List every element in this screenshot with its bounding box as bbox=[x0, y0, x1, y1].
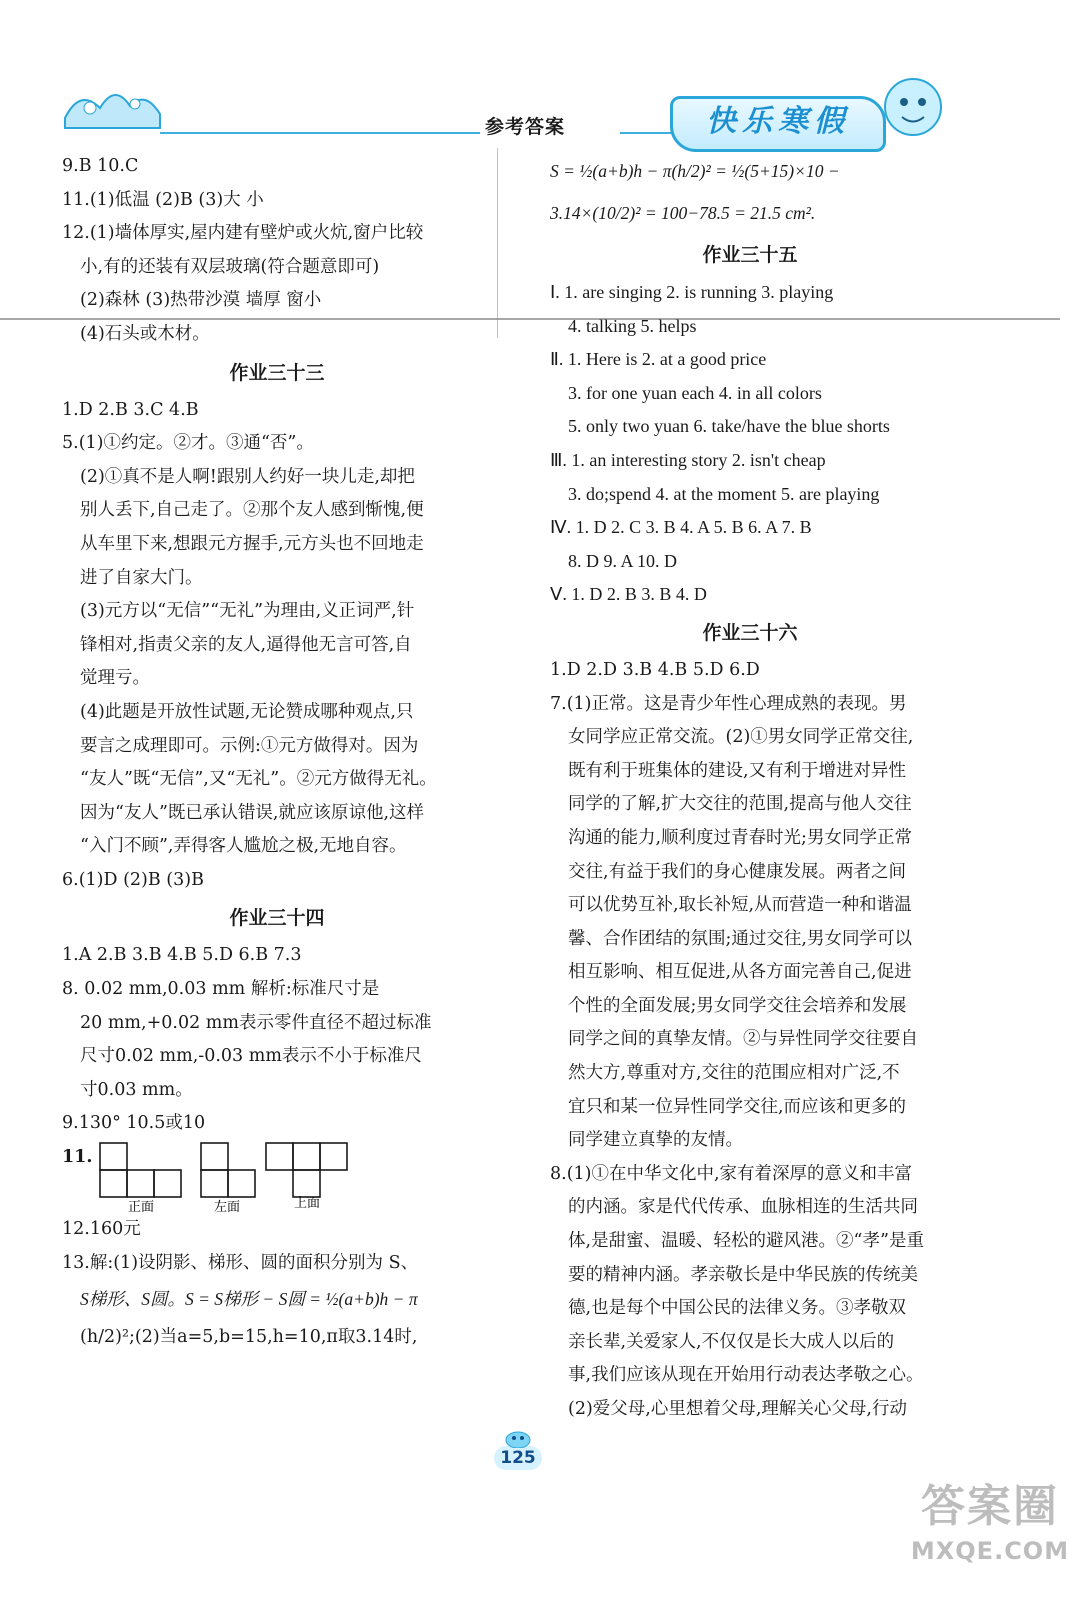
answer-line: 5. only two yuan 6. take/have the blue shorts bbox=[568, 416, 890, 437]
answer-line: 馨、合作团结的氛围;通过交往,男女同学可以 bbox=[568, 928, 912, 949]
section-heading-36: 作业三十六 bbox=[702, 621, 798, 644]
answer-line: Ⅳ. 1. D 2. C 3. B 4. A 5. B 6. A 7. B bbox=[550, 517, 812, 538]
top-view-shape bbox=[266, 1143, 347, 1197]
answer-line: 尺寸0.02 mm,-0.03 mm表示不小于标准尺 bbox=[80, 1046, 422, 1067]
answer-line: 1.D 2.D 3.B 4.B 5.D 6.D bbox=[550, 659, 760, 680]
top-view-label: 上面 bbox=[294, 1196, 321, 1212]
answer-line: 11.(1)低温 (2)B (3)大 小 bbox=[62, 189, 264, 210]
mascot-icon bbox=[878, 72, 948, 142]
three-views-figure bbox=[62, 1141, 492, 1213]
answer-line: 相互影响、相互促进,从各方面完善自己,促进 bbox=[568, 962, 912, 983]
answer-line: 宜只和某一位异性同学交往,而应该和更多的 bbox=[568, 1096, 907, 1117]
answer-line: 可以优势互补,取长补短,从而营造一种和谐温 bbox=[568, 895, 912, 916]
answer-line: 6.(1)D (2)B (3)B bbox=[62, 869, 204, 890]
answer-line: 因为“友人”既已承认错误,就应该原谅他,这样 bbox=[80, 802, 425, 823]
penguin-icon bbox=[504, 1428, 532, 1448]
front-view-shape bbox=[100, 1143, 181, 1197]
answer-line: “入门不顾”,弄得客人尴尬之极,无地自容。 bbox=[80, 836, 407, 857]
answer-line: 锋相对,指责父亲的友人,逼得他无言可答,自 bbox=[80, 634, 412, 655]
answer-line: 3. do;spend 4. at the moment 5. are playing bbox=[568, 483, 880, 504]
left-column bbox=[62, 150, 492, 1356]
answer-line: 交往,有益于我们的身心健康发展。两者之间 bbox=[568, 861, 907, 882]
answer-line: 女同学应正常交流。(2)①男女同学正常交往, bbox=[568, 727, 914, 748]
answer-line: 同学之间的真挚友情。②与异性同学交往要自 bbox=[568, 1029, 918, 1050]
answer-line: Ⅴ. 1. D 2. B 3. B 4. D bbox=[550, 584, 707, 605]
answer-line: (h/2)²;(2)当a=5,b=15,h=10,π取3.14时, bbox=[80, 1327, 418, 1348]
answer-line: (3)元方以“无信”“无礼”为理由,义正词严,针 bbox=[80, 601, 415, 622]
answer-line: 3. for one yuan each 4. in all colors bbox=[568, 382, 822, 403]
brand-banner bbox=[670, 96, 886, 152]
answer-line: 4. talking 5. helps bbox=[568, 315, 697, 336]
answer-line: (2)森林 (3)热带沙漠 墙厚 窗小 bbox=[80, 290, 322, 311]
answer-line: 8.(1)①在中华文化中,家有着深厚的意义和丰富 bbox=[550, 1163, 913, 1184]
answer-line: (4)此题是开放性试题,无论赞成哪种观点,只 bbox=[80, 701, 414, 722]
formula-line: S = ½(a+b)h − π(h/2)² = ½(5+15)×10 − bbox=[550, 161, 840, 181]
answer-line: Ⅰ. 1. are singing 2. is running 3. playing bbox=[550, 282, 834, 302]
answer-line: 亲长辈,关爱家人,不仅仅是长大成人以后的 bbox=[568, 1331, 895, 1352]
answer-line: 8. D 9. A 10. D bbox=[568, 550, 678, 571]
formula-line: 3.14×(10/2)² = 100−78.5 = 21.5 cm². bbox=[550, 203, 816, 223]
watermark bbox=[905, 1478, 1075, 1596]
answer-line: 9.130° 10.5或10 bbox=[62, 1113, 206, 1134]
page-header bbox=[0, 0, 1081, 150]
answer-line: 事,我们应该从现在开始用行动表达孝敬之心。 bbox=[568, 1365, 924, 1386]
answer-line: 从车里下来,想跟元方握手,元方头也不回地走 bbox=[80, 533, 424, 554]
page-number: 125 bbox=[494, 1446, 542, 1470]
answer-line: Ⅱ. 1. Here is 2. at a good price bbox=[550, 349, 767, 370]
answer-line: 体,是甜蜜、温暖、轻松的避风港。②“孝”是重 bbox=[568, 1231, 924, 1252]
answer-line: 20 mm,+0.02 mm表示零件直径不超过标准 bbox=[80, 1012, 432, 1033]
answer-line: 个性的全面发展;男女同学交往会培养和发展 bbox=[568, 995, 907, 1016]
answer-line: 12.(1)墙体厚实,屋内建有壁炉或火炕,窗户比较 bbox=[62, 223, 424, 244]
answer-line: (2)①真不是人啊!跟别人约好一块儿走,却把 bbox=[80, 466, 415, 487]
formula-line: S梯形、S圆。S = S梯形 − S圆 = ½(a+b)h − π bbox=[80, 1289, 418, 1310]
answer-line: 8. 0.02 mm,0.03 mm 解析:标准尺寸是 bbox=[62, 979, 380, 1000]
right-column bbox=[550, 150, 950, 1427]
answer-line: 然大方,尊重对方,交往的范围应相对广泛,不 bbox=[568, 1063, 900, 1084]
section-heading-33: 作业三十三 bbox=[229, 361, 325, 384]
answer-line: 1.D 2.B 3.C 4.B bbox=[62, 399, 199, 420]
answer-line: Ⅲ. 1. an interesting story 2. isn't cheap bbox=[550, 449, 826, 470]
left-view-shape bbox=[201, 1143, 255, 1197]
answer-line: 沟通的能力,顺利度过青春时光;男女同学正常 bbox=[568, 827, 912, 848]
answer-line: 5.(1)①约定。②才。③通“否”。 bbox=[62, 433, 314, 454]
front-view-label: 正面 bbox=[128, 1200, 155, 1214]
header-left-decoration-icon bbox=[60, 78, 170, 138]
answer-line: 1.A 2.B 3.B 4.B 5.D 6.B 7.3 bbox=[62, 945, 302, 966]
answer-line: 同学的了解,扩大交往的范围,提高与他人交往 bbox=[568, 794, 912, 815]
left-view-label: 左面 bbox=[214, 1200, 241, 1214]
watermark-url: MXQE.COM bbox=[910, 1537, 1070, 1565]
answer-line: 别人丢下,自己走了。②那个友人感到惭愧,便 bbox=[80, 500, 424, 521]
answer-line: 要的精神内涵。孝亲敬长是中华民族的传统美 bbox=[568, 1264, 918, 1285]
views-drawing bbox=[98, 1141, 398, 1213]
answer-line: (2)爱父母,心里想着父母,理解关心父母,行动 bbox=[568, 1399, 907, 1419]
answer-line: 寸0.03 mm。 bbox=[80, 1079, 193, 1100]
header-rule-left bbox=[160, 132, 480, 134]
page-title: 参考答案 bbox=[485, 116, 566, 138]
answer-line: 的内涵。家是代代传承、血脉相连的生活共同 bbox=[568, 1197, 918, 1218]
section-heading-35: 作业三十五 bbox=[702, 244, 798, 266]
answer-line: 德,也是每个中国公民的法律义务。③孝敬双 bbox=[568, 1298, 907, 1319]
answer-line: “友人”既“无信”,又“无礼”。②元方做得无礼。 bbox=[80, 769, 437, 790]
answer-line: 7.(1)正常。这是青少年性心理成熟的表现。男 bbox=[550, 693, 907, 714]
answer-line: 12.160元 bbox=[62, 1219, 141, 1240]
answer-line: 觉理亏。 bbox=[80, 668, 150, 689]
answer-line: (4)石头或木材。 bbox=[80, 323, 210, 344]
answer-line: 同学建立真挚的友情。 bbox=[568, 1130, 743, 1151]
answer-line: 进了自家大门。 bbox=[80, 567, 203, 588]
page-number-badge bbox=[486, 1428, 550, 1480]
brand-text: 快乐寒假 bbox=[706, 104, 850, 139]
answer-line: 13.解:(1)设阴影、梯形、圆的面积分别为 S、 bbox=[62, 1252, 419, 1273]
answer-line: 9.B 10.C bbox=[62, 156, 139, 176]
question-number: 11. bbox=[62, 1147, 93, 1168]
watermark-logo-text: 答案圈 bbox=[921, 1481, 1059, 1532]
answer-line: 要言之成理即可。示例:①元方做得对。因为 bbox=[80, 735, 419, 756]
answer-line: 小,有的还装有双层玻璃(符合题意即可) bbox=[80, 256, 380, 277]
section-heading-34: 作业三十四 bbox=[229, 907, 325, 930]
column-divider bbox=[497, 148, 498, 338]
answer-line: 既有利于班集体的建设,又有利于增进对异性 bbox=[568, 760, 907, 781]
